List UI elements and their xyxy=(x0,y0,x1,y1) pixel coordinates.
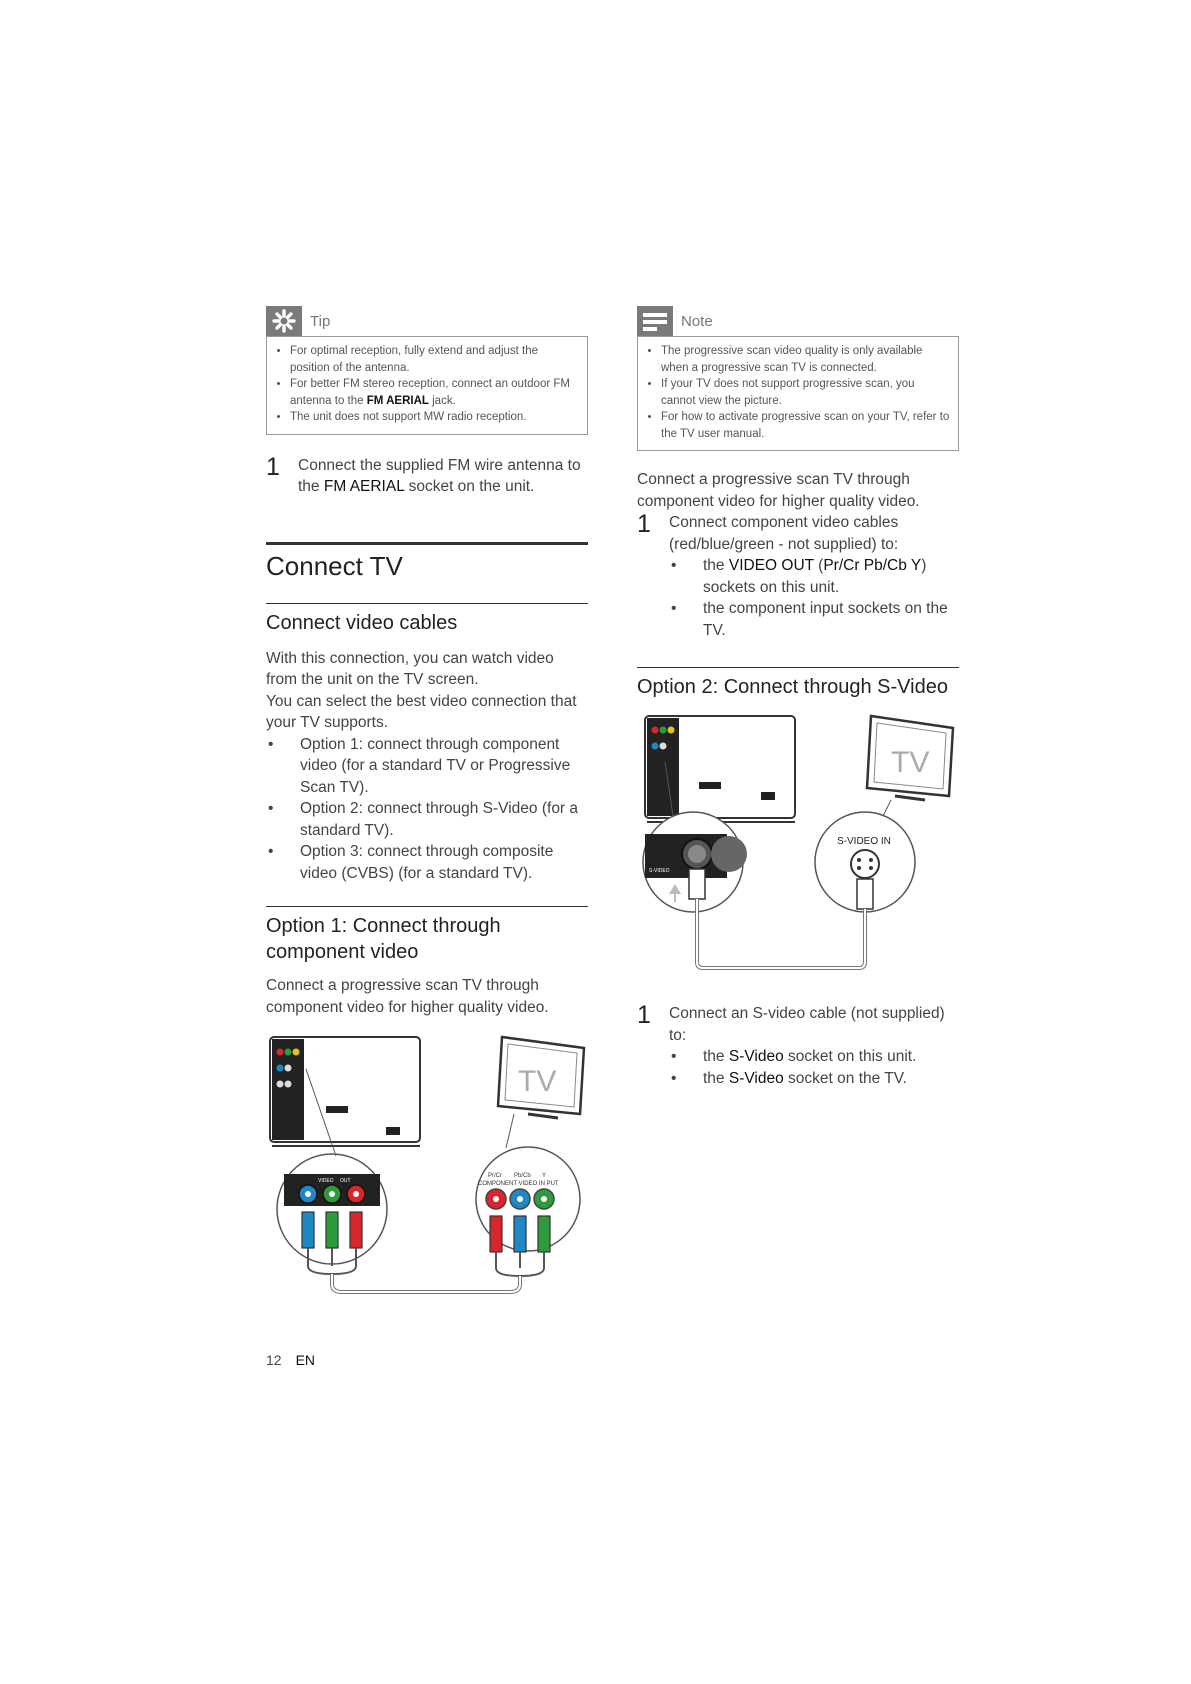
note-lines-icon xyxy=(637,306,673,336)
svideo-bullet: • the S-Video socket on the TV. xyxy=(671,1069,907,1087)
note-item: • For how to activate progressive scan on your TV, refer to the TV user manual. xyxy=(661,409,950,442)
svideo-bullet: • the S-Video socket on this unit. xyxy=(671,1048,917,1065)
page-footer xyxy=(266,1352,315,1368)
option-list-item: • Option 2: connect through S-Video (for a standard TV). xyxy=(268,800,579,839)
tip-asterisk-icon xyxy=(266,306,302,336)
svg-text:Pr/Cr: Pr/Cr xyxy=(488,1173,502,1179)
svg-text:Y: Y xyxy=(542,1173,547,1179)
svg-text:S-VIDEO IN: S-VIDEO IN xyxy=(837,836,891,847)
svg-text:Pb/Cb: Pb/Cb xyxy=(514,1173,531,1179)
svg-text:COMPONENT VIDEO IN PUT: COMPONENT VIDEO IN PUT xyxy=(478,1181,559,1187)
language-code: EN xyxy=(295,1352,316,1368)
tip-box xyxy=(266,306,588,435)
unit-illustration xyxy=(270,1037,420,1146)
component-video-diagram xyxy=(266,1034,588,1304)
component-step xyxy=(637,512,959,555)
fm-antenna-step xyxy=(266,452,588,498)
note-title: Note xyxy=(681,312,713,330)
intro-paragraph: With this connection, you can watch video from the unit on the TV screen. xyxy=(266,649,554,688)
right-column xyxy=(637,306,959,1089)
tv-illustration xyxy=(867,716,953,800)
tip-item: • For optimal reception, fully extend and adjust the position of the antenna. xyxy=(290,343,579,376)
option-list-item: • Option 1: connect through component video (for a standard TV or Progressive Scan TV). xyxy=(268,735,571,796)
component-bullet: • the component input sockets on the TV. xyxy=(671,600,948,639)
intro-paragraph: You can select the best video connection that your TV supports. xyxy=(266,692,577,731)
note-item: • If your TV does not support progressive scan, you cannot view the picture. xyxy=(661,376,950,409)
option2-heading: Option 2: Connect through S-Video xyxy=(637,667,959,700)
connect-video-cables-heading: Connect video cables xyxy=(266,603,588,636)
step-text: Connect the supplied FM wire antenna to the FM AERIAL socket on the unit. xyxy=(298,456,581,495)
svideo-diagram xyxy=(637,712,959,987)
tip-header xyxy=(266,306,588,336)
note-header xyxy=(637,306,959,336)
tv-illustration xyxy=(498,1037,584,1118)
step-number: 1 xyxy=(637,1001,651,1029)
left-column xyxy=(266,306,588,1304)
page-number: 12 xyxy=(266,1352,282,1368)
step-text: Connect an S-video cable (not supplied) to: xyxy=(669,1005,945,1044)
svg-text:S-VIDEO: S-VIDEO xyxy=(649,868,670,874)
tv-label: TV xyxy=(518,1065,557,1098)
connect-tv-heading: Connect TV xyxy=(266,542,588,603)
option-list-item: • Option 3: connect through composite video (CVBS) (for a standard TV). xyxy=(268,843,554,882)
note-item: • The progressive scan video quality is only available when a progressive scan TV is connected. xyxy=(661,343,950,376)
option1-heading: Option 1: Connect through component video xyxy=(266,906,588,965)
tip-item: • For better FM stereo reception, connect an outdoor FM antenna to the FM AERIAL jack. xyxy=(290,376,579,409)
svideo-step xyxy=(637,1003,959,1046)
step-text: Connect component video cables (red/blue/green - not supplied) to: xyxy=(669,514,899,553)
option1-text: Connect a progressive scan TV through component video for higher quality video. xyxy=(266,977,549,1016)
tip-title: Tip xyxy=(310,312,331,330)
right-intro-text: Connect a progressive scan TV through component video for higher quality video. xyxy=(637,471,920,510)
step-number: 1 xyxy=(637,510,651,538)
tip-item: • The unit does not support MW radio reception. xyxy=(290,409,579,426)
tip-content xyxy=(266,336,588,435)
step-number: 1 xyxy=(266,452,280,481)
tv-label: TV xyxy=(891,746,930,779)
svg-text:VIDEO: VIDEO xyxy=(318,1178,334,1184)
note-box xyxy=(637,306,959,451)
svg-text:OUT: OUT xyxy=(340,1178,351,1184)
note-content xyxy=(637,336,959,451)
unit-illustration xyxy=(645,716,795,822)
component-bullet: • the VIDEO OUT (Pr/Cr Pb/Cb Y) sockets on this unit. xyxy=(671,557,927,596)
